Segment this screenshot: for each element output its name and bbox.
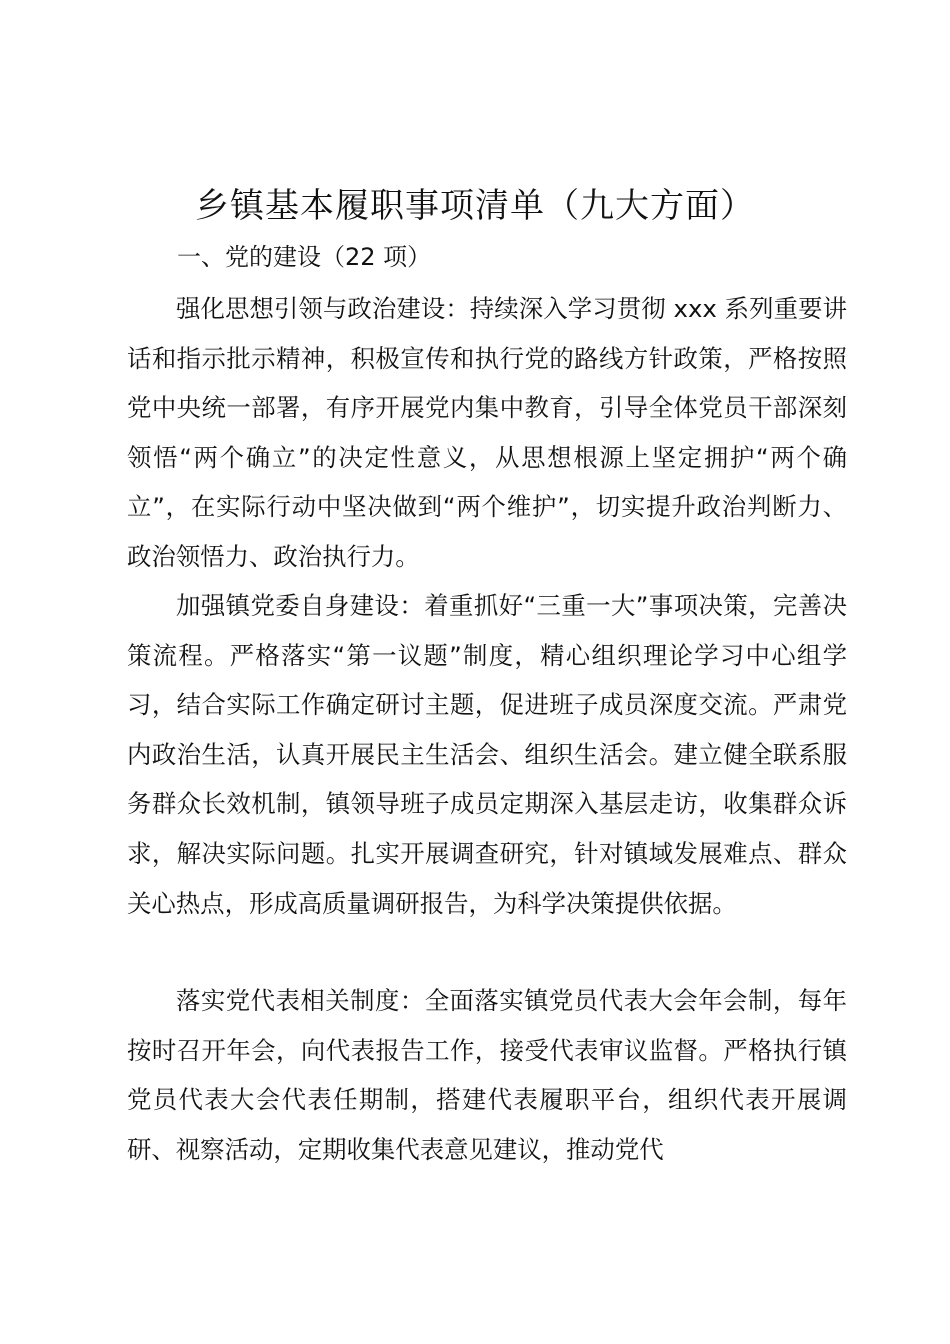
document-title: 乡镇基本履职事项清单（九大方面）: [195, 186, 755, 226]
paragraph-party-representative-system: 落实党代表相关制度：全面落实镇党员代表大会年会制，每年按时召开年会，向代表报告工作，接受代表审议监督。严格执行镇党员代表大会代表任期制，搭建代表履职平台，组织代表开展调研、视察活动，定期收集代表意见建议，推动党代: [127, 986, 847, 1164]
paragraph-party-committee-building: 加强镇党委自身建设：着重抓好“三重一大”事项决策，完善决策流程。严格落实“第一议题”制度，精心组织理论学习中心组学习，结合实际工作确定研讨主题，促进班子成员深度交流。严肃党内政治生活，认真开展民主生活会、组织生活会。建立健全联系服务群众长效机制，镇领导班子成员定期深入基层走访，收集群众诉求，解决实际问题。扎实开展调查研究，针对镇域发展难点、群众关心热点，形成高质量调研报告，为科学决策提供依据。: [127, 591, 847, 918]
paragraph-ideological-guidance: 强化思想引领与政治建设：持续深入学习贯彻 xxx 系列重要讲话和指示批示精神，积极宣传和执行党的路线方针政策，严格按照党中央统一部署，有序开展党内集中教育，引导全体党员干部深刻领悟“两个确立”的决定性意义，从思想根源上坚定拥护“两个确立”，在实际行动中坚决做到“两个维护”，切实提升政治判断力、政治领悟力、政治执行力。: [127, 294, 847, 571]
section-heading: 一、党的建设（22 项）: [177, 243, 432, 271]
